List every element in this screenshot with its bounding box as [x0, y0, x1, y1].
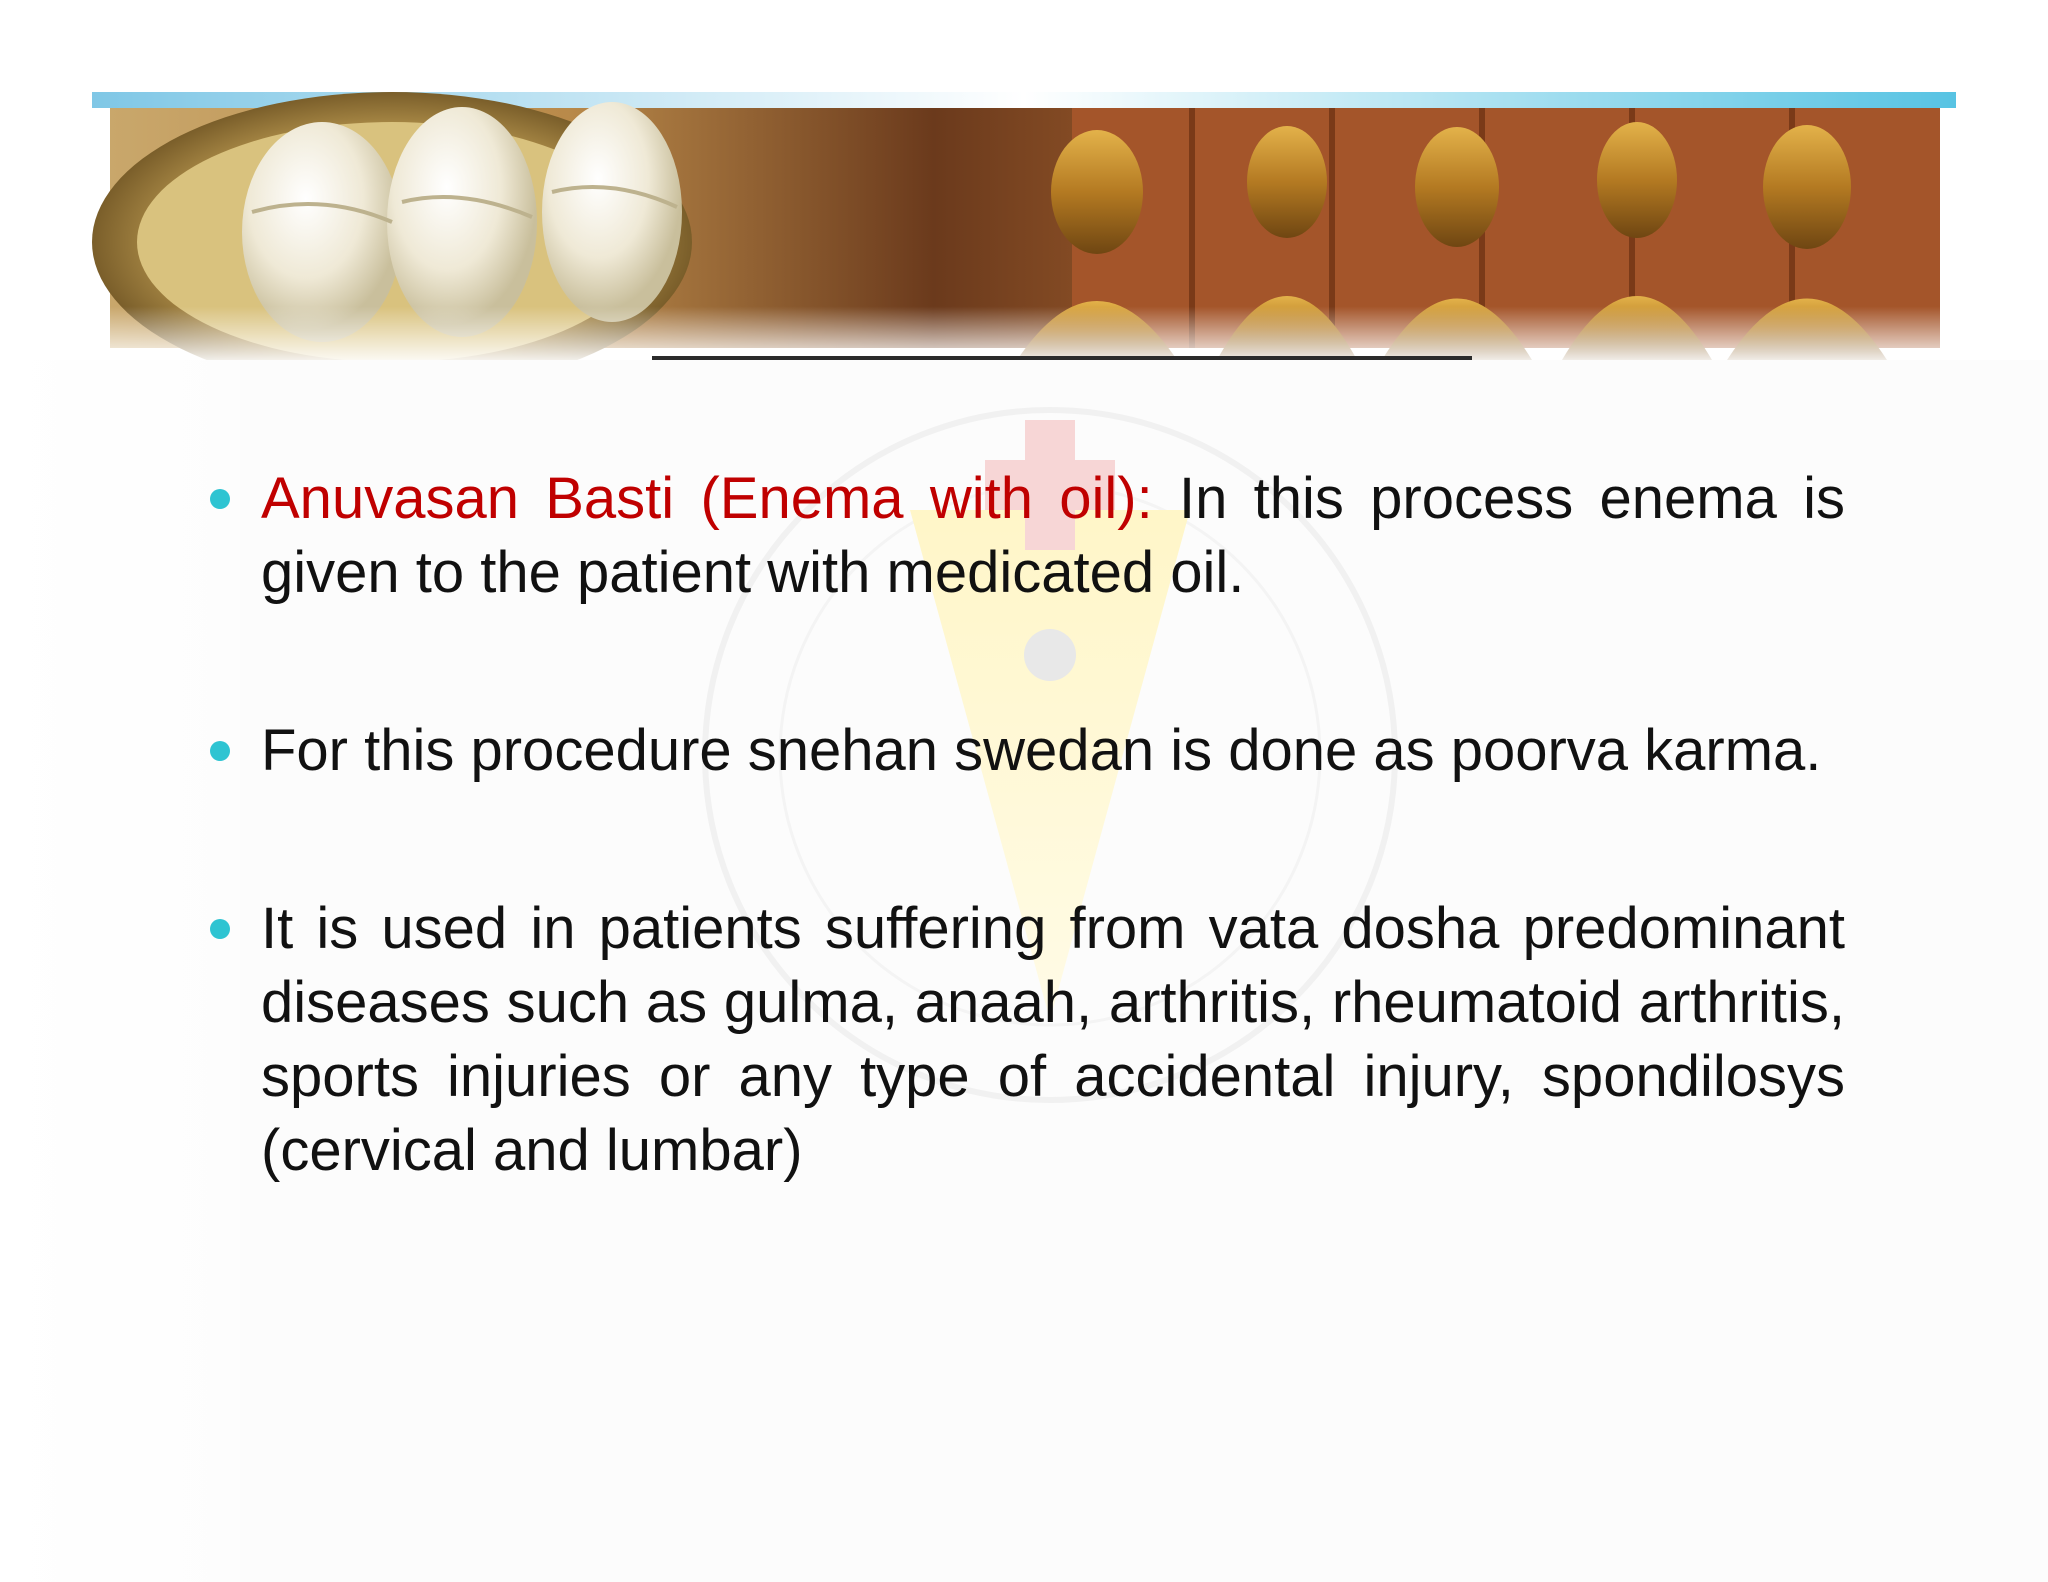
bullet-item: [205, 714, 1845, 788]
left-panel: [0, 360, 240, 1582]
bullet-text: In this process enema is given to the patient with medicated oil.: [261, 466, 1845, 605]
bullet-text: For this procedure snehan swedan is done as poorva karma.: [261, 718, 1822, 783]
bullet-dot-icon: [210, 919, 230, 939]
bullet-item: [205, 892, 1845, 1188]
bullet-list: [205, 462, 1845, 1188]
bullet-item: [205, 462, 1845, 610]
bullet-text: It is used in patients suffering from vata dosha predominant diseases such as gulma, anaah, arthritis, rheumatoid arthritis, sports injuries or any type of accidental injury, spondilosys (cervical and lumbar): [261, 896, 1845, 1183]
banner-image: [92, 92, 1956, 360]
bullet-dot-icon: [210, 741, 230, 761]
bullet-dot-icon: [210, 489, 230, 509]
bullet-highlight: Anuvasan Basti (Enema with oil):: [261, 466, 1153, 531]
